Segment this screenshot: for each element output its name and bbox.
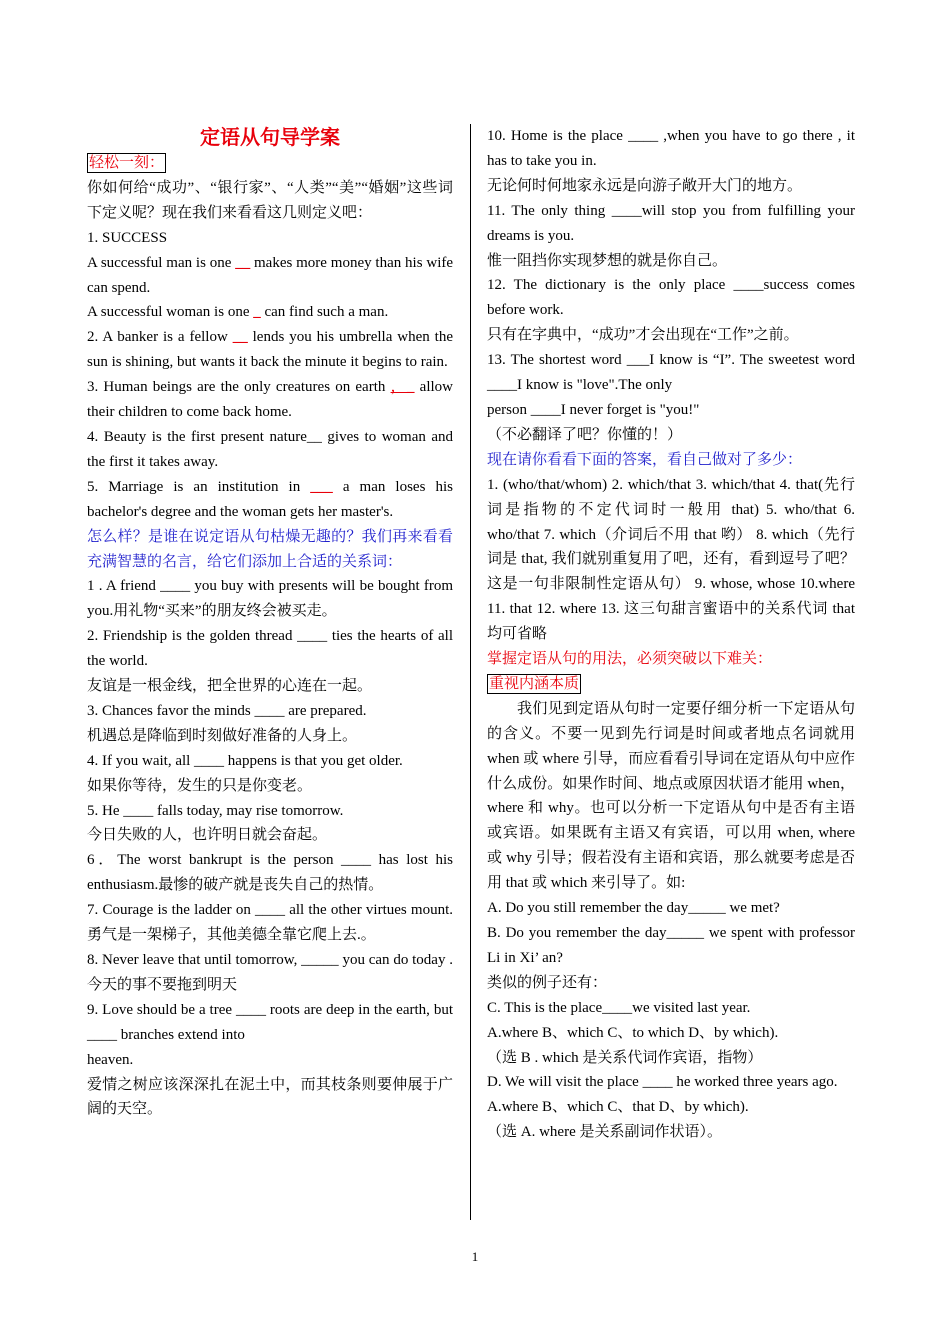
section-label-relax: 轻松一刻： bbox=[89, 155, 165, 171]
example-a: A. Do you still remember the day_____ we met? bbox=[487, 900, 780, 917]
answer-blank: ___ bbox=[310, 478, 333, 495]
quote-item: 3. Chances favor the minds ____ are prepared. bbox=[87, 702, 367, 719]
right-column bbox=[487, 124, 855, 1145]
answers-list: 1. (who/that/whom) 2. which/that 3. which/that 4. that(先行词是指物的不定代词时一般用 that) 5. who/that 6. who/that 7. which（介词后不用 that 哟） 8. which（先行词是 that, 我们就别重复用了吧，还有，看到逗号了吧？这是一句非限制性定语从句） 9. whose, whose 10.where 11. that 12. where 13. 这三句甜言蜜语中的关系代词 that 均可省略 bbox=[487, 476, 855, 643]
quote-item: 11. The only thing ____will stop you from fulfilling your dreams is you. bbox=[487, 202, 855, 244]
answer-blank: _ bbox=[253, 304, 261, 321]
example-d: D. We will visit the place ____ he worked three years ago. bbox=[487, 1074, 838, 1091]
quote-translation: 机遇总是降临到时刻做好准备的人身上。 bbox=[87, 727, 358, 744]
quote-item: 6．The worst bankrupt is the person ____ has lost his enthusiasm.最惨的破产就是丧失自己的热情。 bbox=[87, 852, 453, 894]
quote-translation: 友谊是一根金线，把全世界的心连在一起。 bbox=[87, 678, 373, 695]
answer-blank: __ bbox=[235, 254, 251, 271]
difficulty-note: 掌握定语从句的用法，必须突破以下难关： bbox=[487, 651, 773, 668]
answers-note: 现在请你看看下面的答案，看自己做对了多少： bbox=[487, 451, 803, 468]
quote-item: 2. Friendship is the golden thread ____ ties the hearts of all the world. bbox=[87, 628, 453, 670]
quote-translation: 爱情之树应该深深扎在泥土中，而其枝条则要伸展于广阔的天空。 bbox=[87, 1076, 453, 1118]
example-c-options: A.where B、which C、to which D、by which). bbox=[487, 1024, 779, 1041]
quote-item: 4. If you wait, all ____ happens is that you get older. bbox=[87, 752, 403, 769]
intro-text: 你如何给“成功”、“银行家”、“人类”“美”“婚姻”这些词下定义呢？现在我们来看看这几则定义吧： bbox=[87, 179, 453, 221]
answer-blank: ，_ bbox=[390, 379, 415, 396]
quote-item: 12. The dictionary is the only place ____success comes before work. bbox=[487, 277, 855, 319]
column-divider bbox=[470, 124, 471, 1220]
quote-item: 9. Love should be a tree ____ roots are deep in the earth, but ____ branches extend into bbox=[87, 1001, 453, 1043]
definition-line: A successful woman is one _ can find such a man. bbox=[87, 304, 389, 321]
quote-translation: 今日失败的人，也许明日就会奋起。 bbox=[87, 827, 328, 844]
explanation-paragraph: 我们见到定语从句时一定要仔细分析一下定语从句的含义。不要一见到先行词是时间或者地点名词就用 when 或 where 引导，而应看看引导词在定语从句中应作什么成份。如果作时间、地点或原因状语才能用 when，where 和 why。也可以分析一下定语从句中是否有主语或宾语。如果既有主语又有宾语，可以用 when, where 或 why 引导；假若没有主语和宾语，那么就要考虑是否用 that 或 which 来引导了。如: bbox=[487, 700, 855, 892]
quote-item-cont: person ____I never forget is "you!" bbox=[487, 401, 700, 418]
page-number: 1 bbox=[471, 1249, 479, 1264]
example-d-answer: （选 A. where 是关系副词作状语）。 bbox=[487, 1124, 722, 1141]
example-b: B. Do you remember the day_____ we spent with professor Li in Xi’ an? bbox=[487, 925, 855, 966]
quote-item: 5. He ____ falls today, may rise tomorrow. bbox=[87, 802, 344, 819]
definition-line: A successful man is one __ makes more money than his wife can spend. bbox=[87, 254, 454, 296]
instruction-note: 怎么样？是谁在说定语从句枯燥无趣的？我们再来看看充满智慧的名言，给它们添加上合适的关系词： bbox=[87, 528, 453, 570]
example-c: C. This is the place____we visited last year. bbox=[487, 999, 751, 1016]
quote-item-cont: heaven. bbox=[87, 1051, 134, 1068]
definition-heading: 1. SUCCESS bbox=[87, 229, 168, 246]
quote-item: 13. The shortest word ___I know is “I”. The sweetest word ____I know is "love".The only bbox=[487, 352, 855, 394]
definition-line: 2. A banker is a fellow __ lends you his umbrella when the sun is shining, but wants it back the minute it begins to rain. bbox=[87, 329, 453, 371]
quote-translation: （不必翻译了吧？你懂的！） bbox=[487, 426, 683, 443]
definition-line: 5. Marriage is an institution in ___ a man loses his bachelor's degree and the woman gets her master's. bbox=[87, 478, 453, 520]
answer-blank: __ bbox=[232, 329, 248, 346]
definition-line: 4. Beauty is the first present nature__ gives to woman and the first it takes away. bbox=[87, 428, 453, 470]
quote-translation: 只有在字典中，“成功”才会出现在“工作”之前。 bbox=[487, 327, 799, 344]
left-column bbox=[87, 124, 453, 1122]
quote-item: 7. Courage is the ladder on ____ all the other virtues mount.勇气是一架梯子，其他美德全靠它爬上去.。 bbox=[87, 902, 453, 944]
quote-translation: 惟一阻挡你实现梦想的就是你自己。 bbox=[487, 252, 728, 269]
quote-item: 1 . A friend ____ you buy with presents will be bought from you.用礼物“买来”的朋友终会被买走。 bbox=[87, 578, 453, 620]
example-c-answer: （选 B . which 是关系代词作宾语，指物） bbox=[487, 1049, 763, 1066]
page-title: 定语从句导学案 bbox=[200, 125, 340, 149]
quote-translation: 如果你等待，发生的只是你变老。 bbox=[87, 777, 313, 794]
similar-examples-label: 类似的例子还有： bbox=[487, 974, 608, 991]
example-d-options: A.where B、which C、that D、by which). bbox=[487, 1099, 749, 1116]
section-label-meaning: 重视内涵本质 bbox=[489, 675, 580, 692]
quote-item: 8. Never leave that until tomorrow, _____ you can do today . 今天的事不要拖到明天 bbox=[87, 952, 453, 993]
quote-translation: 无论何时何地家永远是向游子敞开大门的地方。 bbox=[487, 177, 803, 194]
quote-item: 10. Home is the place ____ ,when you have to go there , it has to take you in. bbox=[487, 128, 855, 169]
definition-line: 3. Human beings are the only creatures on earth ，_ allow their children to come back home. bbox=[87, 379, 453, 421]
